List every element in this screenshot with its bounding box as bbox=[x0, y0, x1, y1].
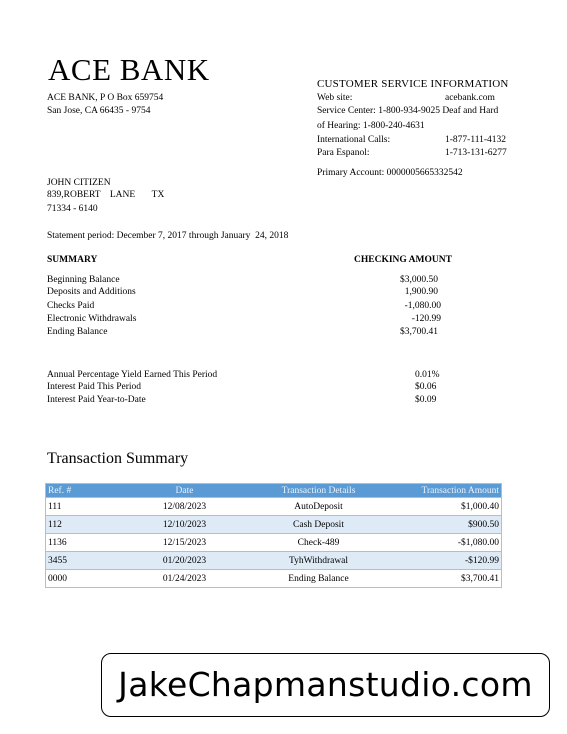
table-header-row bbox=[46, 484, 502, 498]
cell-details: AutoDeposit bbox=[239, 498, 398, 516]
interest-label-ytd: Interest Paid Year-to-Date bbox=[47, 395, 146, 405]
interest-value-ytd: $0.09 bbox=[415, 395, 437, 405]
customer-address-line2: 71334 - 6140 bbox=[47, 204, 98, 214]
summary-label-checks-paid: Checks Paid bbox=[47, 301, 95, 311]
column-header-amount: Transaction Amount bbox=[398, 484, 502, 498]
column-header-details: Transaction Details bbox=[239, 484, 398, 498]
summary-label-electronic-withdrawals: Electronic Withdrawals bbox=[47, 314, 137, 324]
cell-ref: 112 bbox=[46, 516, 131, 534]
cell-details: Ending Balance bbox=[239, 570, 398, 588]
column-header-date: Date bbox=[130, 484, 239, 498]
summary-label-ending-balance: Ending Balance bbox=[47, 327, 108, 337]
table-row bbox=[46, 516, 502, 534]
customer-service-heading: CUSTOMER SERVICE INFORMATION bbox=[317, 78, 509, 90]
column-header-ref: Ref. # bbox=[46, 484, 131, 498]
checking-amount-heading: CHECKING AMOUNT bbox=[354, 255, 452, 265]
website-label: Web site: bbox=[317, 93, 353, 103]
summary-value-beginning-balance: $3,000.50 bbox=[400, 275, 438, 285]
summary-value-deposits: 1,900.90 bbox=[404, 287, 438, 297]
table-row bbox=[46, 552, 502, 570]
cell-date: 01/20/2023 bbox=[130, 552, 239, 570]
website-value[interactable]: acebank.com bbox=[445, 93, 495, 103]
summary-heading: SUMMARY bbox=[47, 255, 98, 265]
cell-amount: $3,700.41 bbox=[398, 570, 502, 588]
espanol-value: 1-713-131-6277 bbox=[445, 148, 507, 158]
interest-label-period: Interest Paid This Period bbox=[47, 382, 142, 392]
espanol-label: Para Espanol: bbox=[317, 148, 370, 158]
cell-amount: -$1,080.00 bbox=[398, 534, 502, 552]
watermark-text: JakeChapmanstudio.com bbox=[118, 665, 533, 704]
statement-period: Statement period: December 7, 2017 through January 24, 2018 bbox=[47, 231, 289, 241]
table-row bbox=[46, 534, 502, 552]
summary-label-beginning-balance: Beginning Balance bbox=[47, 275, 120, 285]
summary-value-ending-balance: $3,700.41 bbox=[400, 327, 438, 337]
table-row bbox=[46, 570, 502, 588]
cell-details: TyhWithdrawal bbox=[239, 552, 398, 570]
summary-label-deposits: Deposits and Additions bbox=[47, 287, 136, 297]
cell-amount: $1,000.40 bbox=[398, 498, 502, 516]
interest-value-period: $0.06 bbox=[415, 382, 437, 392]
summary-value-checks-paid: -1,080.00 bbox=[404, 301, 441, 311]
cell-amount: $900.50 bbox=[398, 516, 502, 534]
cell-date: 12/08/2023 bbox=[130, 498, 239, 516]
table-row bbox=[46, 498, 502, 516]
cell-details: Check-489 bbox=[239, 534, 398, 552]
cell-amount: -$120.99 bbox=[398, 552, 502, 570]
cell-date: 12/15/2023 bbox=[130, 534, 239, 552]
interest-value-apy: 0.01% bbox=[415, 370, 440, 380]
primary-account: Primary Account: 0000005665332542 bbox=[317, 168, 463, 178]
cell-details: Cash Deposit bbox=[239, 516, 398, 534]
intl-calls-label: International Calls: bbox=[317, 135, 391, 145]
service-center-line2: of Hearing: 1-800-240-4631 bbox=[317, 121, 425, 131]
transaction-summary-title: Transaction Summary bbox=[47, 450, 189, 467]
cell-ref: 1136 bbox=[46, 534, 131, 552]
transaction-table bbox=[45, 483, 502, 588]
bank-address-line1: ACE BANK, P O Box 659754 bbox=[47, 93, 164, 103]
customer-name: JOHN CITIZEN bbox=[47, 178, 111, 188]
bank-name: ACE BANK bbox=[48, 52, 210, 87]
cell-ref: 3455 bbox=[46, 552, 131, 570]
intl-calls-value: 1-877-111-4132 bbox=[445, 135, 507, 145]
watermark-box bbox=[101, 653, 550, 717]
summary-value-electronic-withdrawals: -120.99 bbox=[411, 314, 441, 324]
service-center-line1: Service Center: 1-800-934-9025 Deaf and Hard bbox=[317, 106, 499, 116]
cell-date: 01/24/2023 bbox=[130, 570, 239, 588]
cell-date: 12/10/2023 bbox=[130, 516, 239, 534]
interest-label-apy: Annual Percentage Yield Earned This Period bbox=[47, 370, 218, 380]
cell-ref: 111 bbox=[46, 498, 131, 516]
customer-address-line1: 839,ROBERT LANE TX bbox=[47, 190, 165, 200]
cell-ref: 0000 bbox=[46, 570, 131, 588]
bank-address-line2: San Jose, CA 66435 - 9754 bbox=[47, 106, 151, 116]
